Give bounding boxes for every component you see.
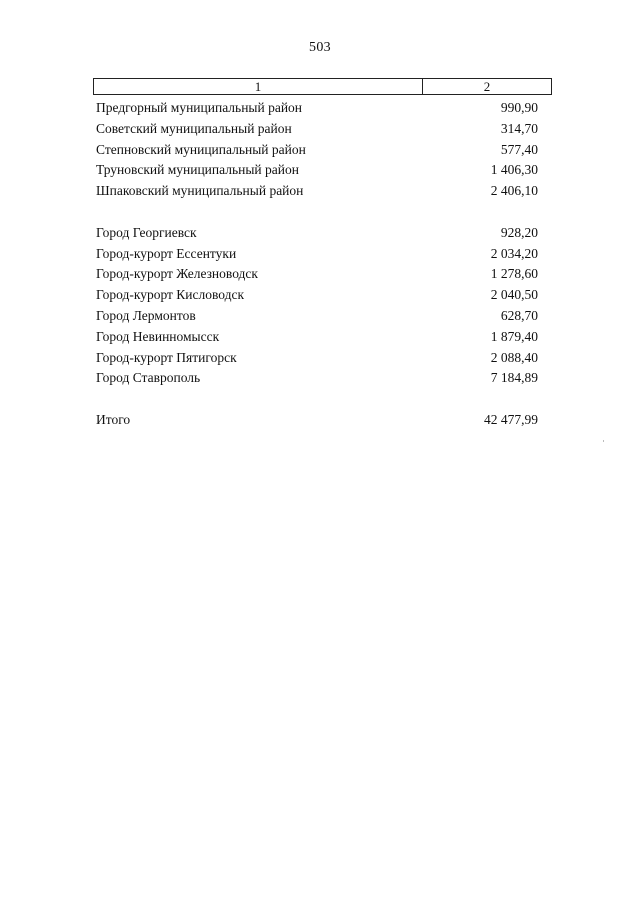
table-row [96, 140, 538, 161]
table-header-col-1: 1 [94, 79, 423, 94]
row-name: Советский муниципальный район [96, 120, 292, 136]
table-row [96, 264, 538, 285]
row-value: 990,90 [500, 100, 538, 115]
row-value: 2 034,20 [490, 245, 538, 261]
row-value: 628,70 [500, 307, 538, 323]
row-value: 928,20 [500, 224, 538, 240]
row-value: 314,70 [500, 120, 538, 136]
group-spacer [96, 389, 538, 410]
total-label: Итого [96, 411, 131, 427]
table-row [96, 306, 538, 327]
row-name: Город-курорт Кисловодск [96, 287, 245, 303]
row-name: Труновский муниципальный район [96, 162, 299, 178]
group-spacer [96, 202, 538, 223]
table-row [96, 119, 538, 140]
row-name: Степновский муниципальный район [96, 141, 306, 157]
page-number: 503 [309, 40, 331, 55]
table-header-row [93, 78, 552, 95]
table-row [96, 327, 538, 348]
table-row [96, 368, 538, 389]
total-row [96, 410, 538, 431]
row-name: Город Георгиевск [96, 224, 197, 240]
total-value: 42 477,99 [484, 411, 538, 427]
row-name: Город Лермонтов [96, 307, 196, 323]
table-row [96, 160, 538, 181]
row-value: 1 406,30 [490, 162, 538, 178]
scan-artifact [603, 440, 604, 442]
row-name: Город-курорт Пятигорск [96, 349, 237, 365]
row-value: 2 040,50 [490, 287, 538, 303]
row-value: 2 406,10 [490, 183, 538, 199]
table-body [96, 98, 538, 431]
row-name: Город-курорт Ессентуки [96, 245, 237, 261]
row-name: Город Невинномысск [96, 328, 220, 344]
row-name: Город-курорт Железноводск [96, 266, 258, 282]
table-row [96, 223, 538, 244]
row-name: Город Ставрополь [96, 370, 201, 386]
row-value: 1 278,60 [490, 266, 538, 282]
table-row [96, 181, 538, 202]
row-name: Предгорный муниципальный район [96, 100, 303, 115]
table-row [96, 98, 538, 119]
table-row [96, 244, 538, 265]
row-value: 7 184,89 [490, 370, 538, 386]
table-row [96, 285, 538, 306]
row-value: 2 088,40 [490, 349, 538, 365]
row-name: Шпаковский муниципальный район [96, 183, 304, 199]
row-value: 1 879,40 [490, 328, 538, 344]
table-header-col-2: 2 [483, 79, 491, 94]
table-row [96, 348, 538, 369]
row-value: 577,40 [500, 141, 538, 157]
